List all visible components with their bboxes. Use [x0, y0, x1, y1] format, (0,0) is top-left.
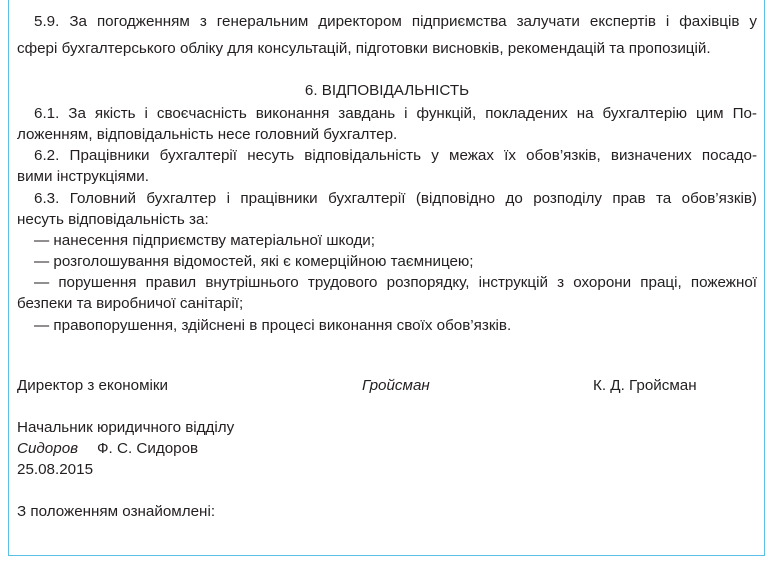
document-date: 25.08.2015: [17, 461, 94, 478]
list-item-violation-line1: — порушення правил внутрішнього трудового розпорядку, інструкцій з охорони праці, пожежної: [34, 274, 757, 291]
clause-6-2-line2: вими інструкціями.: [17, 168, 149, 185]
clause-6-2-line1: 6.2. Працівники бухгалтерії несуть відповідальність у межах їх обов’язків, визначених посадо-: [34, 147, 757, 164]
list-item-offense: — правопорушення, здійснені в процесі виконання своїх обов’язків.: [34, 317, 512, 334]
legal-head-title: Начальник юридичного відділу: [17, 419, 235, 436]
director-title: Директор з економіки: [17, 377, 169, 394]
director-name: К. Д. Гройсман: [593, 377, 697, 394]
list-item-violation-line2: безпеки та виробничої санітарії;: [17, 295, 244, 312]
clause-6-3-line1: 6.3. Головний бухгалтер і працівники бухгалтерії (відповідно до розподілу прав та обов’язків): [34, 190, 757, 207]
section-heading: 6. ВІДПОВІДАЛЬНІСТЬ: [304, 82, 470, 99]
clause-5-9-line1: 5.9. За погодженням з генеральним директором підприємства залучати експертів і фахівців у: [34, 13, 757, 30]
clause-6-1-line2: ложенням, відповідальність несе головний бухгалтер.: [17, 126, 398, 143]
clause-5-9-line2: сфері бухгалтерського обліку для консультацій, підготовки висновків, рекомендацій та пропозицій.: [17, 40, 711, 57]
list-item-disclosure: — розголошування відомостей, які є комерційною таємницею;: [34, 253, 474, 270]
director-signature: Гройсман: [362, 377, 430, 394]
list-item-damage: — нанесення підприємству матеріальної шкоди;: [34, 232, 376, 249]
clause-6-3-line2: несуть відповідальність за:: [17, 211, 209, 228]
acknowledgement-label: З положенням ознайомлені:: [17, 503, 216, 520]
legal-head-signature: Сидоров: [17, 440, 79, 457]
legal-head-name: Ф. С. Сидоров: [97, 440, 199, 457]
clause-6-1-line1: 6.1. За якість і своєчасність виконання завдань і функцій, покладених на бухгалтерію цим По-: [34, 105, 757, 122]
